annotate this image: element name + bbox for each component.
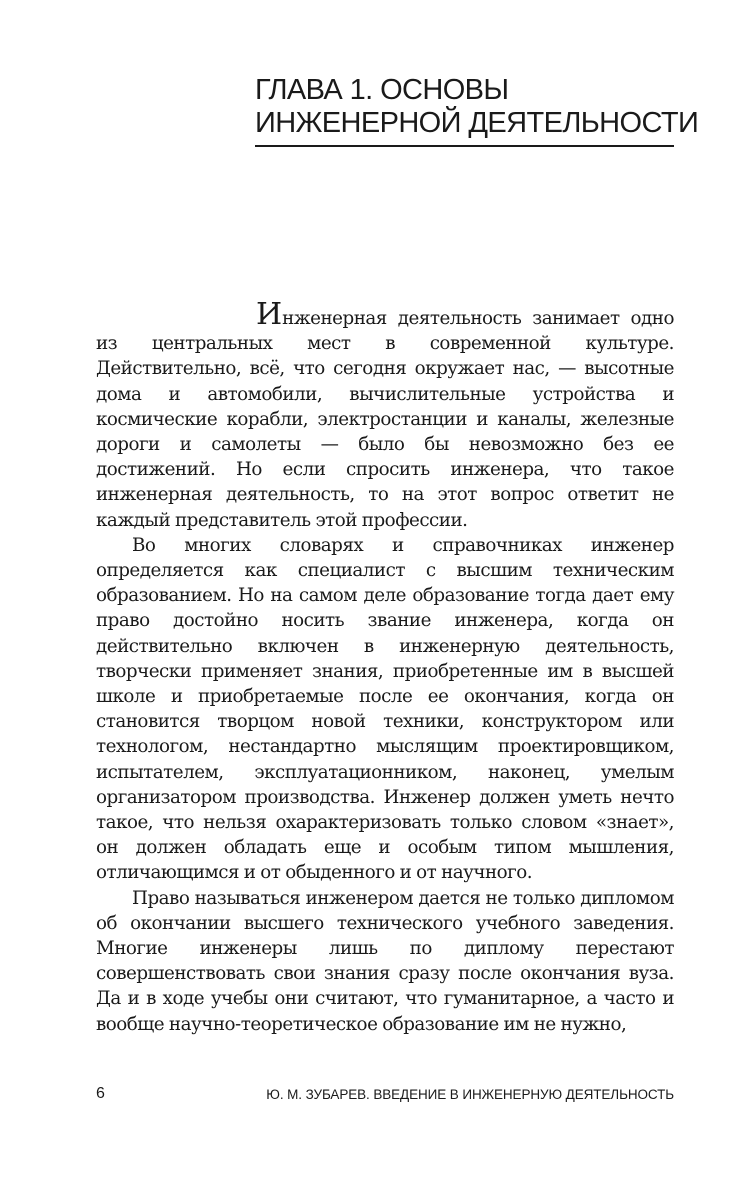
paragraph-3: Право называться инженером дается не только дипломом об окончании высшего технического учебного заведения. Многие инженеры лишь по диплому перестают совершенствовать свои знания сразу после окончания вуза. Да и в ходе учебы они считают, что гуманитарное, а часто и вообще научно-теоретическое образование им не нужно, xyxy=(96,887,674,1035)
running-title: Ю. М. ЗУБАРЕВ. ВВЕДЕНИЕ В ИНЖЕНЕРНУЮ ДЕЯТЕЛЬНОСТЬ xyxy=(266,1087,674,1102)
paragraph-2: Во многих словарях и справочниках инженер определяется как специалист с высшим техническим образованием. Но на самом деле образование тогда дает ему право достойно носить звание инженера, когда он действительно включен в инженерную деятельность, творчески применяет знания, приобретенные им в высшей школе и приобретаемые после ее окончания, когда он становится творцом новой техники, конструктором или технологом, нестандартно мыслящим проектировщиком, испытателем, эксплуатационником, наконец, умелым организатором производства. Инженер должен уметь нечто такое, что нельзя охарактеризовать только словом «знает», он должен обладать еще и особым типом мышления, отличающимся и от обыденного и от научного. xyxy=(96,534,674,884)
page-number: 6 xyxy=(96,1085,105,1102)
paragraph-1-text: нженерная деятельность занимает одно из центральных мест в современной культуре. Действительно, всё, что сегодня окружает нас, — высотные дома и автомобили, вычислительные устройства и космические корабли, электростанции и каналы, железные дороги и самолеты — было бы невозможно без ее достижений. Но если спросить инженера, что такое инженерная деятельность, то на этот вопрос ответит не каждый представитель этой профессии. xyxy=(96,308,674,531)
paragraph-1-initial-letter: И xyxy=(256,297,283,332)
body-text xyxy=(96,297,674,1037)
title-underline-rule xyxy=(255,145,674,147)
chapter-title-line-2: ИНЖЕНЕРНОЙ ДЕЯТЕЛЬНОСТИ xyxy=(255,107,699,139)
chapter-title xyxy=(255,74,699,140)
paragraph-1 xyxy=(96,297,674,533)
chapter-title-line-1: ГЛАВА 1. ОСНОВЫ xyxy=(255,74,509,106)
